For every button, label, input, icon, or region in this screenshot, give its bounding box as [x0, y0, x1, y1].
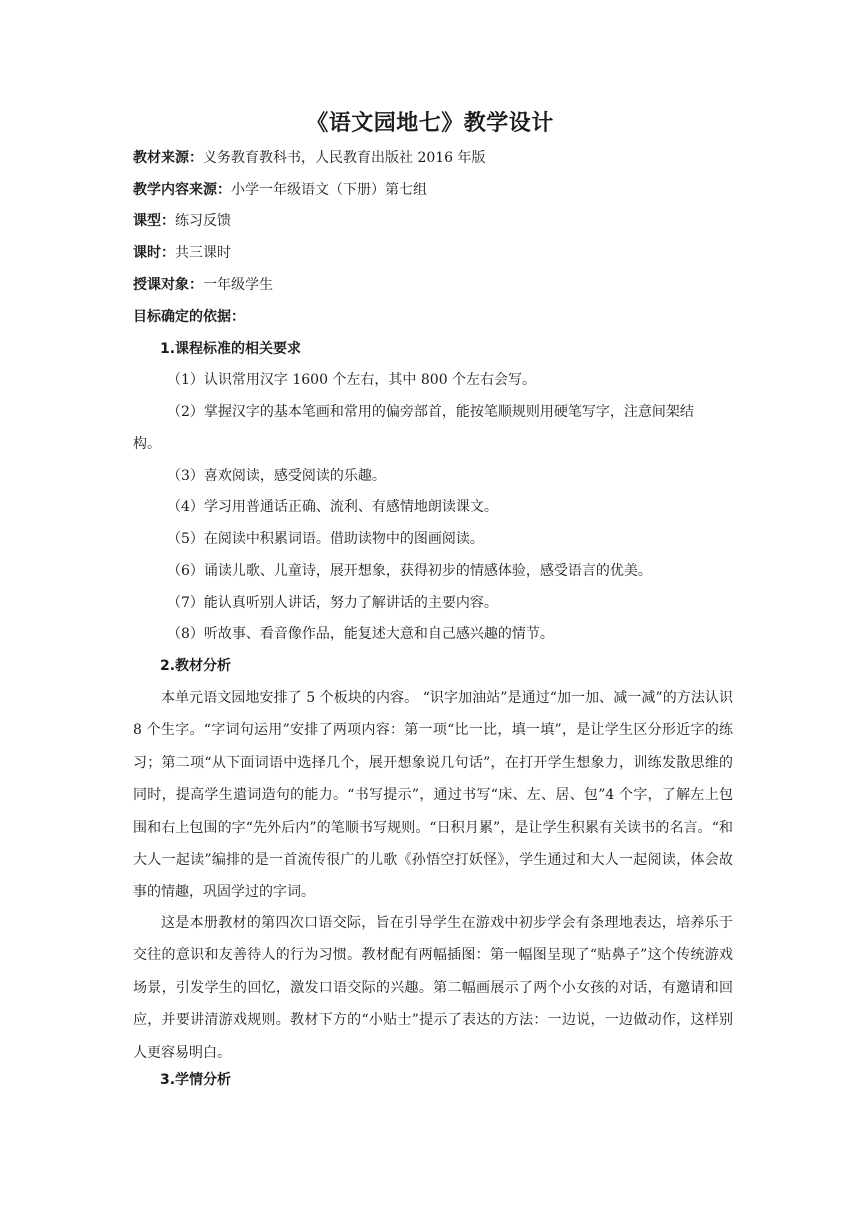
- meta-value: 练习反馈: [175, 213, 231, 229]
- standard-item: （7）能认真听别人讲话，努力了解讲话的主要内容。: [167, 595, 498, 611]
- meta-value: 一年级学生: [203, 277, 273, 293]
- meta-periods: [133, 243, 733, 263]
- meta-content-source: [133, 180, 733, 200]
- meta-label: 授课对象：: [133, 277, 203, 293]
- basis-heading: 目标确定的依据：: [133, 309, 245, 325]
- standard-item: （2）掌握汉字的基本笔画和常用的偏旁部首，能按笔顺规则用硬笔写字，注意间架结: [167, 404, 694, 420]
- meta-label: 教材来源：: [133, 150, 203, 166]
- standard-item: （5）在阅读中积累词语。借助读物中的图画阅读。: [167, 531, 484, 547]
- standard-item: （3）喜欢阅读，感受阅读的乐趣。: [167, 468, 386, 484]
- meta-label: 课时：: [133, 245, 175, 261]
- meta-lesson-type: [133, 211, 733, 231]
- meta-value: 共三课时: [175, 245, 231, 261]
- standard-item-continued: 构。: [133, 436, 161, 452]
- doc-title: 《语文园地七》教学设计: [306, 111, 554, 136]
- meta-audience: [133, 275, 733, 295]
- section3-heading: 3.学情分析: [160, 1072, 232, 1088]
- meta-label: 教学内容来源：: [133, 182, 231, 198]
- meta-source: [133, 148, 733, 168]
- standard-item: （4）学习用普通话正确、流利、有感情地朗读课文。: [167, 499, 498, 515]
- section2-heading: 2.教材分析: [160, 658, 232, 674]
- oral-communication-paragraph: 这是本册教材的第四次口语交际，旨在引导学生在游戏中初步学会有条理地表达，培养乐于交往的意识和友善待人的行为习惯。教材配有两幅插图：第一幅图呈现了“贴鼻子”这个传统游戏场景，引发学生的回忆，激发口语交际的兴趣。第二幅画展示了两个小女孩的对话，有邀请和回应，并要讲清游戏规则。教材下方的“小贴士”提示了表达的方法：一边说，一边做动作，这样别人更容易明白。: [133, 915, 733, 1061]
- standard-item: （8）听故事、看音像作品，能复述大意和自己感兴趣的情节。: [167, 626, 554, 642]
- standard-item: （1）认识常用汉字 1600 个左右，其中 800 个左右会写。: [167, 372, 537, 388]
- meta-value: 小学一年级语文（下册）第七组: [231, 182, 427, 198]
- meta-label: 课型：: [133, 213, 175, 229]
- textbook-analysis-paragraph: 本单元语文园地安排了 5 个板块的内容。 “识字加油站”是通过“加一加、减一减”的方法认识 8 个生字。“字词句运用”安排了两项内容：第一项“比一比，填一填”，是让学生区分形近字的练习；第二项“从下面词语中选择几个，展开想象说几句话”，在打开学生想象力，训练发散思维的同时，提高学生遣词造句的能力。“书写提示”，通过书写“床、左、居、包”4 个字，了解左上包围和右上包围的字“先外后内”的笔顺书写规则。“日积月累”，是让学生积累有关读书的名言。“和大人一起读”编排的是一首流传很广的儿歌《孙悟空打妖怪》，学生通过和大人一起阅读，体会故事的情趣，巩固学过的字词。: [133, 690, 733, 901]
- standard-item: （6）诵读儿歌、儿童诗，展开想象，获得初步的情感体验，感受语言的优美。: [167, 563, 652, 579]
- meta-value: 义务教育教科书，人民教育出版社 2016 年版: [203, 150, 486, 166]
- section1-heading: 1.课程标准的相关要求: [160, 341, 302, 357]
